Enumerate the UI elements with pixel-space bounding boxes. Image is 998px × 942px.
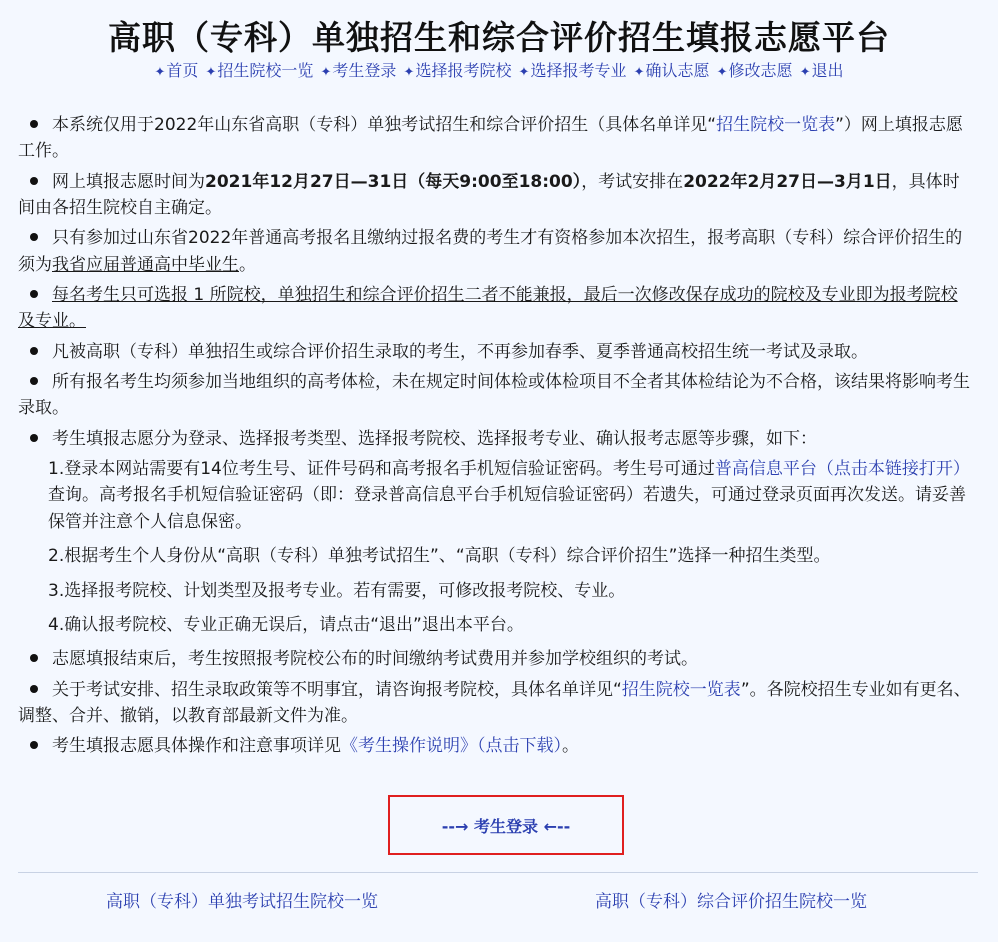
nav-modify[interactable]: ✦ 修改志愿 <box>717 61 793 80</box>
notice-content <box>18 112 973 764</box>
bullet-icon <box>30 120 38 128</box>
notice-item: 只有参加过山东省2022年普通高考报名且缴纳过报名费的考生才有资格参加本次招生，报考高职（专科）综合评价招生的须为我省应届普通高中毕业生。 <box>18 228 963 275</box>
nav-confirm[interactable]: ✦ 确认志愿 <box>634 61 710 80</box>
school-list-link[interactable]: 招生院校一览表 <box>716 115 836 135</box>
student-login-link[interactable]: --→ 考生登录 ←-- <box>441 816 571 836</box>
footer-single-exam-link[interactable]: 高职（专科）单独考试招生院校一览 <box>106 892 378 912</box>
footer-comprehensive-link[interactable]: 高职（专科）综合评价招生院校一览 <box>595 892 867 912</box>
bullet-icon <box>30 654 38 662</box>
footer-divider <box>18 872 978 873</box>
notice-item: 考生填报志愿具体操作和注意事项详见《考生操作说明》（点击下载）。 <box>18 733 973 759</box>
top-nav <box>0 58 998 81</box>
school-list-link[interactable]: 招生院校一览表 <box>621 679 741 700</box>
bullet-icon <box>30 377 38 385</box>
notice-item: 本系统仅用于2022年山东省高职（专科）单独考试招生和综合评价招生（具体名单详见“招生院校一览表”）网上填报志愿工作。 <box>18 115 963 162</box>
manual-download-link[interactable]: 《考生操作说明》（点击下载） <box>341 736 562 757</box>
notice-item: 所有报名考生均须参加当地组织的高考体检，未在规定时间体检或体检项目不全者其体检结论为不合格，该结果将影响考生录取。 <box>18 372 970 419</box>
step-item: 4.确认报考院校、专业正确无误后，请点击“退出”退出本平台。 <box>48 614 524 635</box>
step-item: 1.登录本网站需要有14位考生号、证件号码和高考报名手机短信验证密码。考生号可通过普高信息平台（点击本链接打开）查询。高考报名手机短信验证密码（即：登录普高信息平台手机短信验证密码）若遗失，可通过登录页面再次发送。请妥善保管并注意个人信息保密。 <box>48 459 970 532</box>
login-highlight-box <box>388 795 624 855</box>
nav-select-school[interactable]: ✦ 选择报考院校 <box>404 61 512 80</box>
step-item: 3.选择报考院校、计划类型及报考专业。若有需要，可修改报考院校、专业。 <box>48 580 626 601</box>
bullet-icon <box>30 177 38 185</box>
bullet-icon <box>30 347 38 355</box>
bullet-icon <box>30 290 38 298</box>
bullet-icon <box>30 434 38 442</box>
notice-item: 凡被高职（专科）单独招生或综合评价招生录取的考生，不再参加春季、夏季普通高校招生统一考试及录取。 <box>18 339 973 365</box>
notice-item: 关于考试安排、招生录取政策等不明事宜，请咨询报考院校，具体名单详见“招生院校一览表”。各院校招生专业如有更名、调整、合并、撤销，以教育部最新文件为准。 <box>18 679 971 726</box>
nav-logout[interactable]: ✦ 退出 <box>800 61 844 80</box>
bullet-icon <box>30 685 38 693</box>
notice-item: 考生填报志愿分为登录、选择报考类型、选择报考院校、选择报考专业、确认报考志愿等步骤，如下： <box>18 426 973 452</box>
page-title: 高职（专科）单独招生和综合评价招生填报志愿平台 <box>108 18 890 57</box>
step-item: 2.根据考生个人身份从“高职（专科）单独考试招生”、“高职（专科）综合评价招生”选择一种招生类型。 <box>48 546 831 567</box>
info-platform-link[interactable]: 普高信息平台（点击本链接打开） <box>714 459 970 480</box>
bullet-icon <box>30 233 38 241</box>
notice-item: 每名考生只可选报 1 所院校，单独招生和综合评价招生二者不能兼报，最后一次修改保存成功的院校及专业即为报考院校及专业。 <box>18 285 958 332</box>
nav-login[interactable]: ✦ 考生登录 <box>321 61 397 80</box>
nav-school-list[interactable]: ✦ 招生院校一览 <box>206 61 314 80</box>
notice-item: 志愿填报结束后，考生按照报考院校公布的时间缴纳考试费用并参加学校组织的考试。 <box>18 646 973 672</box>
nav-select-major[interactable]: ✦ 选择报考专业 <box>519 61 627 80</box>
bullet-icon <box>30 741 38 749</box>
nav-home[interactable]: ✦ 首页 <box>154 61 198 80</box>
notice-item: 网上填报志愿时间为2021年12月27日—31日（每天9:00至18:00），考试安排在2022年2月27日—3月1日，具体时间由各招生院校自主确定。 <box>18 171 960 219</box>
